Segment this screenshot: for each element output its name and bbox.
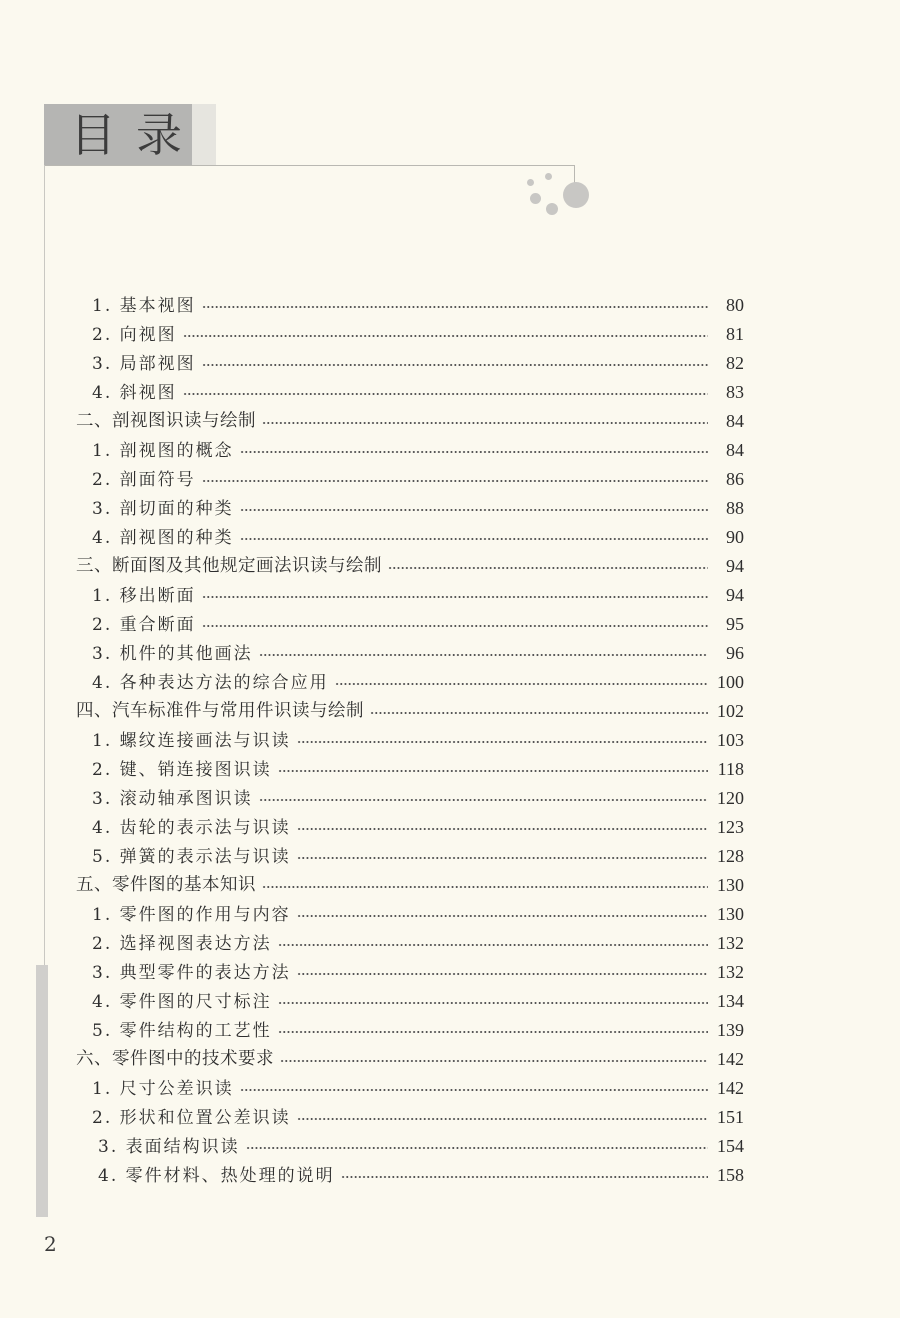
toc-entry-page: 94 bbox=[726, 556, 744, 576]
toc-entry-page: 84 bbox=[726, 440, 744, 460]
toc-entry-label: 三、断面图及其他规定画法识读与绘制 bbox=[76, 556, 382, 576]
toc-entry-label: 4. 齿轮的表示法与识读 bbox=[92, 818, 291, 838]
toc-item-row[interactable] bbox=[92, 462, 744, 490]
toc-entry-page: 84 bbox=[726, 411, 744, 431]
toc-item-row[interactable] bbox=[92, 839, 744, 867]
toc-entry-label: 1. 基本视图 bbox=[92, 296, 196, 316]
toc-item-row[interactable] bbox=[92, 1071, 744, 1099]
toc-entry-label: 1. 尺寸公差识读 bbox=[92, 1079, 234, 1099]
toc-entry-label: 4. 零件材料、热处理的说明 bbox=[98, 1166, 335, 1186]
dot-leader bbox=[240, 1087, 708, 1093]
dot-leader bbox=[341, 1174, 708, 1180]
toc-entry-page: 81 bbox=[726, 324, 744, 344]
dot-leader bbox=[278, 768, 708, 774]
side-tab-bar bbox=[36, 965, 48, 1217]
toc-entry-page: 128 bbox=[717, 846, 744, 866]
dot-leader bbox=[259, 652, 708, 658]
toc-entry-label: 3. 机件的其他画法 bbox=[92, 644, 253, 664]
toc-entry-label: 2. 重合断面 bbox=[92, 615, 196, 635]
toc-entry-label: 1. 剖视图的概念 bbox=[92, 441, 234, 461]
dot-leader bbox=[297, 971, 708, 977]
toc-item-row[interactable] bbox=[92, 636, 744, 664]
dot-leader bbox=[202, 623, 708, 629]
toc-item-row[interactable] bbox=[92, 346, 744, 374]
dot-leader bbox=[202, 362, 708, 368]
toc-entry-page: 103 bbox=[717, 730, 744, 750]
dot-leader bbox=[280, 1058, 708, 1064]
toc-entry-label: 3. 滚动轴承图识读 bbox=[92, 789, 253, 809]
left-margin-rule bbox=[44, 165, 45, 965]
toc-item-row[interactable] bbox=[92, 288, 744, 316]
dot-leader bbox=[335, 681, 708, 687]
dot-leader bbox=[183, 391, 708, 397]
toc-entry-label: 4. 各种表达方法的综合应用 bbox=[92, 673, 329, 693]
toc-item-row[interactable] bbox=[92, 607, 744, 635]
toc-entry-page: 123 bbox=[717, 817, 744, 837]
dot-leader bbox=[202, 478, 708, 484]
toc-entry-page: 82 bbox=[726, 353, 744, 373]
dot-leader bbox=[262, 884, 708, 890]
toc-entry-label: 二、剖视图识读与绘制 bbox=[76, 411, 256, 431]
header-rule bbox=[44, 165, 574, 166]
toc-entry-label: 5. 弹簧的表示法与识读 bbox=[92, 847, 291, 867]
toc-entry-label: 2. 键、销连接图识读 bbox=[92, 760, 272, 780]
toc-entry-label: 2. 向视图 bbox=[92, 325, 177, 345]
toc-entry-label: 1. 零件图的作用与内容 bbox=[92, 905, 291, 925]
toc-entry-page: 142 bbox=[717, 1049, 744, 1069]
toc-item-row[interactable] bbox=[92, 752, 744, 780]
dot-leader bbox=[278, 942, 708, 948]
dot-leader bbox=[240, 449, 708, 455]
toc-entry-page: 142 bbox=[717, 1078, 744, 1098]
toc-item-row[interactable] bbox=[92, 955, 744, 983]
toc-item-row[interactable] bbox=[98, 1158, 744, 1186]
toc-section-row[interactable] bbox=[76, 694, 744, 722]
toc-section-row[interactable] bbox=[76, 549, 744, 577]
dot-leader bbox=[278, 1029, 708, 1035]
toc-entry-page: 86 bbox=[726, 469, 744, 489]
page-title: 目录 bbox=[70, 108, 202, 162]
toc-item-row[interactable] bbox=[92, 897, 744, 925]
toc-entry-page: 132 bbox=[717, 933, 744, 953]
toc-entry-label: 2. 剖面符号 bbox=[92, 470, 196, 490]
toc-item-row[interactable] bbox=[98, 1129, 744, 1157]
toc-section-row[interactable] bbox=[76, 1042, 744, 1070]
toc-item-row[interactable] bbox=[92, 375, 744, 403]
toc-entry-label: 2. 形状和位置公差识读 bbox=[92, 1108, 291, 1128]
dot-leader bbox=[388, 565, 708, 571]
toc-item-row[interactable] bbox=[92, 317, 744, 345]
toc-entry-page: 118 bbox=[717, 759, 744, 779]
dot-leader bbox=[246, 1145, 708, 1151]
toc-entry-label: 3. 剖切面的种类 bbox=[92, 499, 234, 519]
toc-entry-page: 100 bbox=[717, 672, 744, 692]
toc-item-row[interactable] bbox=[92, 433, 744, 461]
toc-entry-label: 3. 典型零件的表达方法 bbox=[92, 963, 291, 983]
toc-entry-page: 120 bbox=[717, 788, 744, 808]
toc-entry-page: 130 bbox=[717, 875, 744, 895]
toc-entry-page: 94 bbox=[726, 585, 744, 605]
dot-leader bbox=[240, 507, 708, 513]
toc-item-row[interactable] bbox=[92, 491, 744, 519]
toc-entry-page: 88 bbox=[726, 498, 744, 518]
dot-leader bbox=[278, 1000, 708, 1006]
dot-leader bbox=[297, 913, 708, 919]
toc-entry-label: 4. 斜视图 bbox=[92, 383, 177, 403]
toc-entry-label: 3. 局部视图 bbox=[92, 354, 196, 374]
dot-leader bbox=[297, 739, 708, 745]
toc-section-row[interactable] bbox=[76, 404, 744, 432]
dot-leader bbox=[240, 536, 708, 542]
toc-entry-page: 139 bbox=[717, 1020, 744, 1040]
toc-entry-label: 六、零件图中的技术要求 bbox=[76, 1049, 274, 1069]
toc-item-row[interactable] bbox=[92, 1013, 744, 1041]
toc-item-row[interactable] bbox=[92, 810, 744, 838]
toc-entry-page: 154 bbox=[717, 1136, 744, 1156]
toc-entry-page: 134 bbox=[717, 991, 744, 1011]
dot-leader bbox=[297, 826, 708, 832]
toc-entry-label: 5. 零件结构的工艺性 bbox=[92, 1021, 272, 1041]
toc-item-row[interactable] bbox=[92, 1100, 744, 1128]
toc-entry-label: 四、汽车标准件与常用件识读与绘制 bbox=[76, 701, 364, 721]
toc-entry-page: 96 bbox=[726, 643, 744, 663]
toc-entry-label: 2. 选择视图表达方法 bbox=[92, 934, 272, 954]
dot-leader bbox=[297, 855, 708, 861]
dot-leader bbox=[259, 797, 708, 803]
toc-item-row[interactable] bbox=[92, 926, 744, 954]
dot-leader bbox=[297, 1116, 708, 1122]
toc-item-row[interactable] bbox=[92, 781, 744, 809]
toc-entry-label: 4. 零件图的尺寸标注 bbox=[92, 992, 272, 1012]
dot-leader bbox=[370, 710, 708, 716]
toc-section-row[interactable] bbox=[76, 868, 744, 896]
toc-entry-page: 95 bbox=[726, 614, 744, 634]
toc-entry-page: 130 bbox=[717, 904, 744, 924]
toc-entry-page: 132 bbox=[717, 962, 744, 982]
toc-entry-page: 151 bbox=[717, 1107, 744, 1127]
toc-item-row[interactable] bbox=[92, 520, 744, 548]
dot-leader bbox=[202, 304, 708, 310]
toc-item-row[interactable] bbox=[92, 723, 744, 751]
toc-entry-label: 4. 剖视图的种类 bbox=[92, 528, 234, 548]
dot-leader bbox=[183, 333, 708, 339]
toc-entry-label: 五、零件图的基本知识 bbox=[76, 875, 256, 895]
toc-entry-page: 102 bbox=[717, 701, 744, 721]
toc-entry-page: 158 bbox=[717, 1165, 744, 1185]
page-number: 2 bbox=[44, 1232, 57, 1256]
toc-entry-page: 80 bbox=[726, 295, 744, 315]
dot-leader bbox=[262, 420, 708, 426]
toc-entry-label: 1. 螺纹连接画法与识读 bbox=[92, 731, 291, 751]
toc-entry-page: 90 bbox=[726, 527, 744, 547]
toc-item-row[interactable] bbox=[92, 665, 744, 693]
dot-leader bbox=[202, 594, 708, 600]
toc-entry-page: 83 bbox=[726, 382, 744, 402]
toc-item-row[interactable] bbox=[92, 578, 744, 606]
toc-item-row[interactable] bbox=[92, 984, 744, 1012]
toc-entry-label: 1. 移出断面 bbox=[92, 586, 196, 606]
toc-entry-label: 3. 表面结构识读 bbox=[98, 1137, 240, 1157]
